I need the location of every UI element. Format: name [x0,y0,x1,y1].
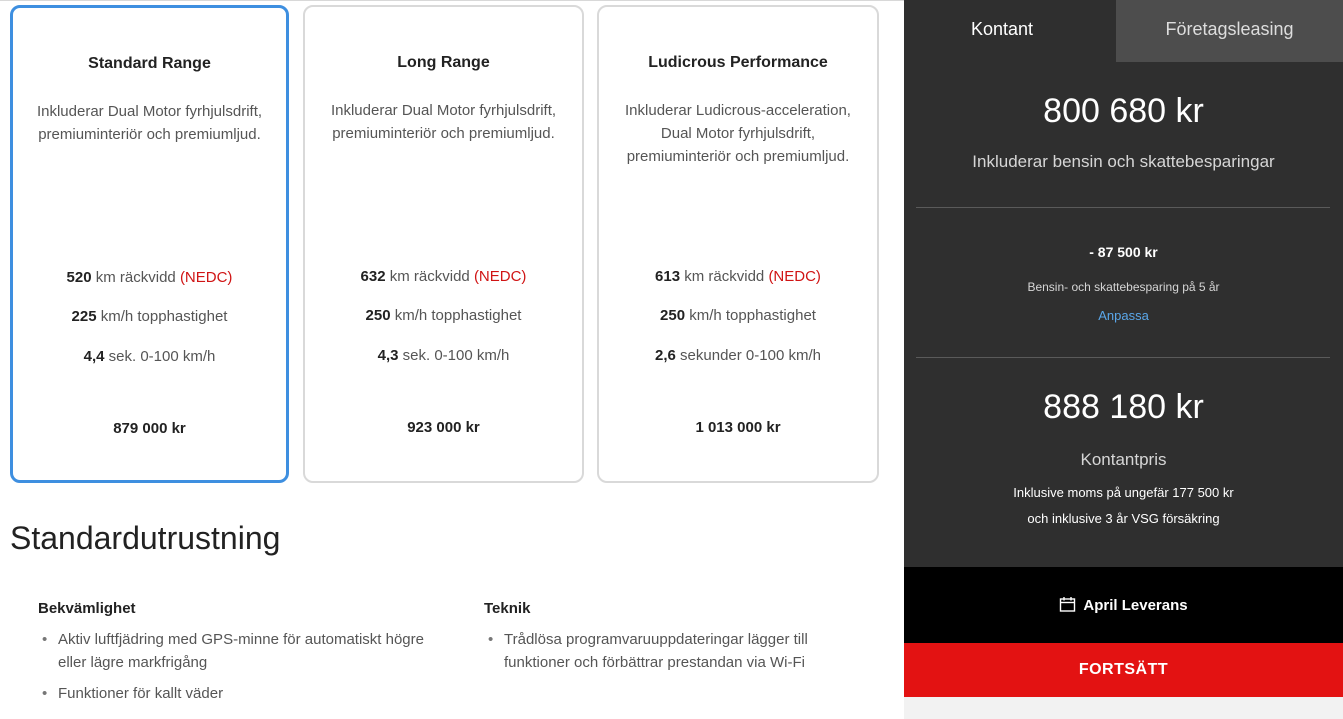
trim-price: 879 000 kr [113,420,186,437]
trim-range [13,269,286,286]
delivery-bar [904,567,1343,643]
savings-amount: - 87 500 kr [1089,244,1158,260]
tech-heading: Teknik [484,600,531,617]
calendar-icon [1059,596,1076,612]
cash-price: 888 180 kr [1043,388,1204,426]
list-item: • Funktioner för kallt väder [38,682,438,705]
speed-label: km/h topphastighet [390,307,522,324]
range-label: km räckvidd [385,268,474,285]
accel-value: 2,6 [655,347,676,364]
panel-bottom-strip [904,697,1343,719]
divider [916,207,1330,208]
nedc-tag: (NEDC) [768,268,821,285]
trim-price: 923 000 kr [407,419,480,436]
trim-description: Inkluderar Ludicrous-acceleration, Dual Motor fyrhjulsdrift, premiuminteriör och premiumljud. [625,102,851,165]
nedc-tag: (NEDC) [179,269,233,286]
trim-price: 1 013 000 kr [695,419,781,436]
trim-acceleration [305,347,582,364]
tab-business-leasing[interactable]: Företagsleasing [1116,0,1343,62]
trim-top-speed [13,308,286,325]
accel-label: sekunder 0-100 km/h [675,347,821,364]
price-panel [904,0,1343,697]
divider [916,357,1330,358]
savings-note: Bensin- och skattebesparing på 5 år [1027,280,1220,294]
customize-link[interactable]: Anpassa [1098,308,1149,323]
comfort-list [38,628,438,713]
trim-range [305,268,582,285]
speed-value: 250 [365,307,391,324]
trim-card-ludicrous-performance[interactable] [597,5,879,483]
trim-top-speed [599,307,877,324]
trim-top-speed [305,307,582,324]
top-border [0,0,904,1]
range-value: 632 [360,268,386,285]
comfort-heading: Bekvämlighet [38,600,136,617]
range-label: km räckvidd [680,268,769,285]
payment-tabs [904,0,1343,62]
range-label: km räckvidd [91,269,180,286]
speed-label: km/h topphastighet [96,308,228,325]
speed-value: 225 [71,308,97,325]
trim-title: Long Range [397,54,490,71]
trim-acceleration [599,347,877,364]
trim-card-standard-range[interactable] [10,5,289,483]
trim-description: Inkluderar Dual Motor fyrhjulsdrift, premiuminteriör och premiumljud. [330,102,557,142]
speed-value: 250 [660,307,686,324]
delivery-label: April Leverans [1083,597,1188,614]
tab-cash[interactable]: Kontant [904,0,1116,62]
insurance-note: och inklusive 3 år VSG försäkring [1027,511,1220,526]
accel-label: sek. 0-100 km/h [398,347,510,364]
standard-equipment-heading: Standardutrustning [10,520,281,556]
range-value: 613 [655,268,681,285]
trim-acceleration [13,348,286,365]
cash-price-label: Kontantpris [1080,450,1167,469]
delivery-date [904,596,1343,614]
effective-price-note: Inkluderar bensin och skattebesparingar [972,152,1275,171]
tech-list [484,628,854,682]
continue-button[interactable]: FORTSÄTT [904,643,1343,697]
trim-card-long-range[interactable] [303,5,584,483]
speed-label: km/h topphastighet [685,307,816,324]
trim-title: Ludicrous Performance [648,54,828,71]
accel-value: 4,4 [83,348,105,365]
nedc-tag: (NEDC) [473,268,527,285]
accel-label: sek. 0-100 km/h [104,348,216,365]
accel-value: 4,3 [377,347,399,364]
trim-title: Standard Range [88,55,211,72]
trim-range [599,268,877,285]
range-value: 520 [66,269,92,286]
vat-note: Inklusive moms på ungefär 177 500 kr [1013,485,1234,500]
list-item: • Trådlösa programvaruuppdateringar lägger till funktioner och förbättrar prestandan via Wi-Fi [484,628,854,674]
trim-description: Inkluderar Dual Motor fyrhjulsdrift, premiuminteriör och premiumljud. [36,103,263,143]
effective-price: 800 680 kr [1043,92,1204,130]
list-item: • Aktiv luftfjädring med GPS-minne för automatiskt högre eller lägre markfrigång [38,628,438,674]
